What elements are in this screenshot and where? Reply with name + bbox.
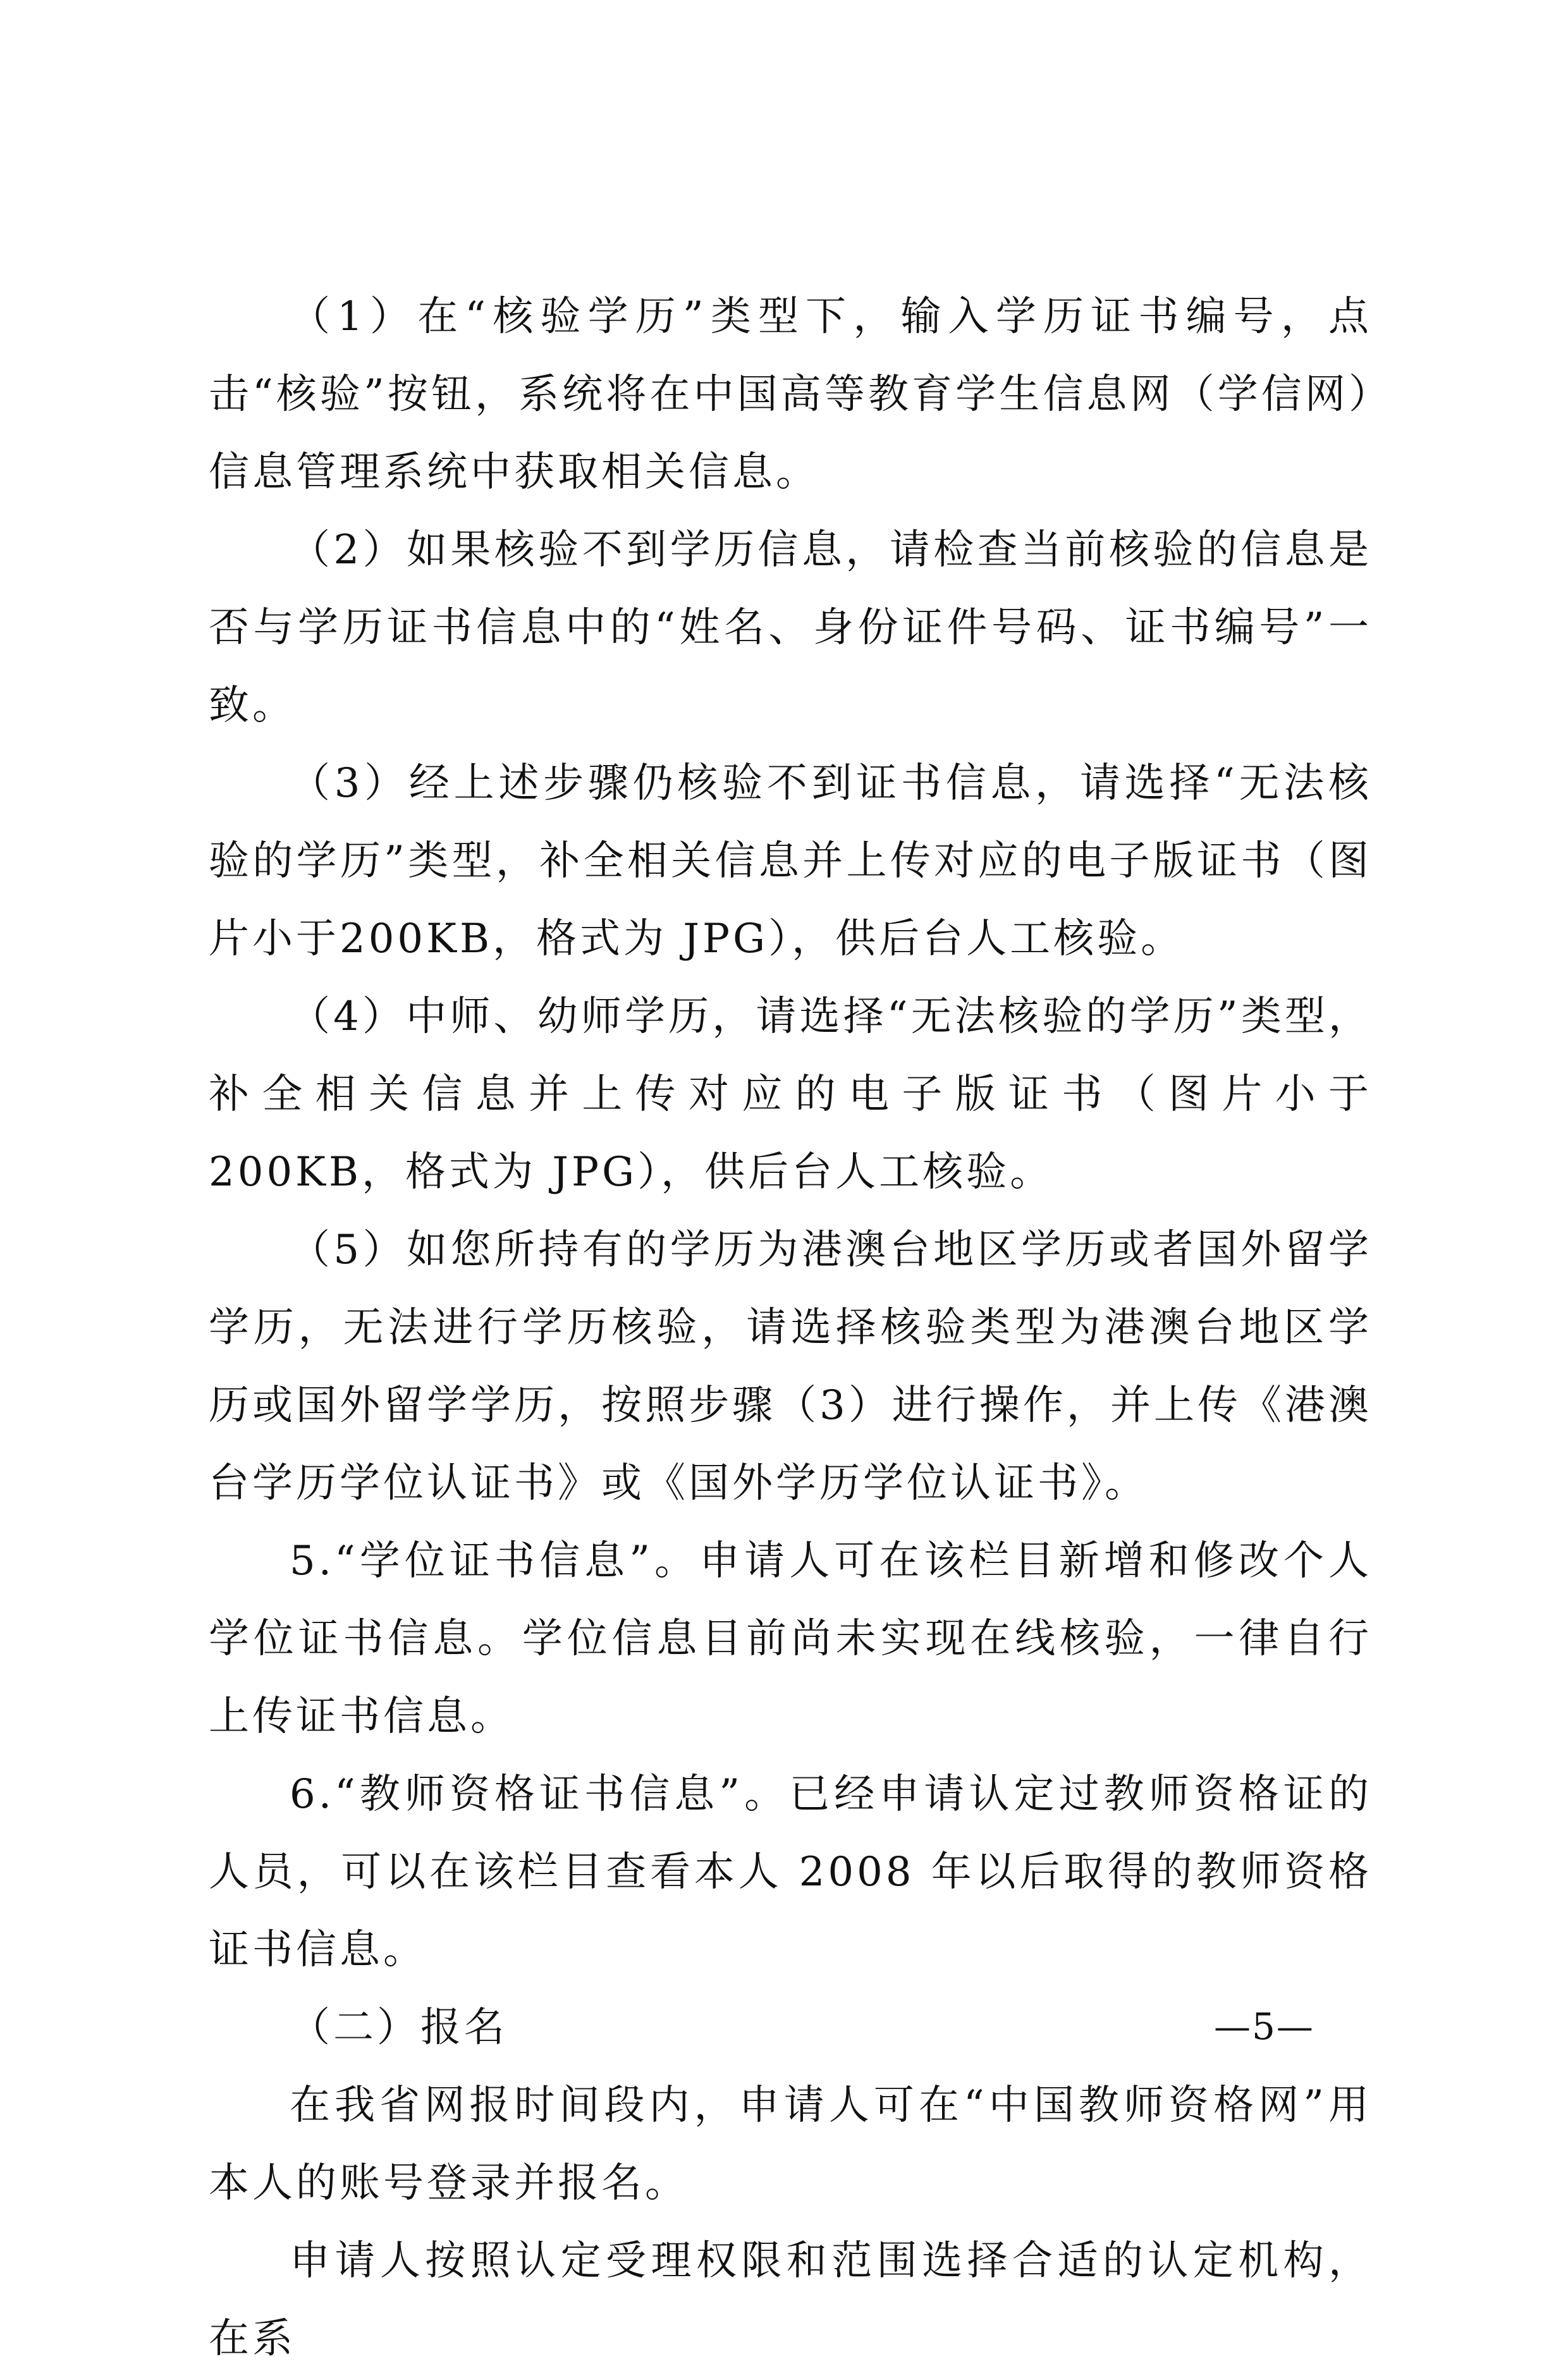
paragraph-verify-degree-step-3: （3）经上述步骤仍核验不到证书信息，请选择“无法核验的学历”类型，补全相关信息并上传对应的电子版证书（图片小于200KB，格式为 JPG），供后台人工核验。	[209, 760, 1372, 962]
document-body	[209, 278, 1372, 2378]
paragraph-verify-degree-step-2: （2）如果核验不到学历信息，请检查当前核验的信息是否与学历证书信息中的“姓名、身份证件号码、证书编号”一致。	[209, 527, 1372, 729]
paragraph-select-institution: 申请人按照认定受理权限和范围选择合适的认定机构，在系	[209, 2238, 1372, 2362]
paragraph-verify-degree-step-4: （4）中师、幼师学历，请选择“无法核验的学历”类型，补全相关信息并上传对应的电子版证书（图片小于 200KB，格式为 JPG），供后台人工核验。	[209, 993, 1372, 1196]
section-heading-registration: （二）报名	[290, 2004, 508, 2051]
paragraph-verify-degree-step-5: （5）如您所持有的学历为港澳台地区学历或者国外留学学历，无法进行学历核验，请选择核验类型为港澳台地区学历或国外留学学历，按照步骤（3）进行操作，并上传《港澳台学历学位认证书》或《国外学历学位认证书》。	[209, 1227, 1372, 1507]
paragraph-teacher-certificate-info: 6.“教师资格证书信息”。已经申请认定过教师资格证的人员，可以在该栏目查看本人 2008 年以后取得的教师资格证书信息。	[209, 1771, 1372, 1973]
paragraph-degree-certificate-info: 5.“学位证书信息”。申请人可在该栏目新增和修改个人学位证书信息。学位信息目前尚未实现在线核验，一律自行上传证书信息。	[209, 1538, 1372, 1740]
page-number: —5—	[1214, 2005, 1314, 2048]
paragraph-registration-login: 在我省网报时间段内，申请人可在“中国教师资格网”用本人的账号登录并报名。	[209, 2082, 1372, 2207]
paragraph-verify-degree-step-1: （1）在“核验学历”类型下，输入学历证书编号，点击“核验”按钮，系统将在中国高等教育学生信息网（学信网）信息管理系统中获取相关信息。	[209, 293, 1372, 496]
